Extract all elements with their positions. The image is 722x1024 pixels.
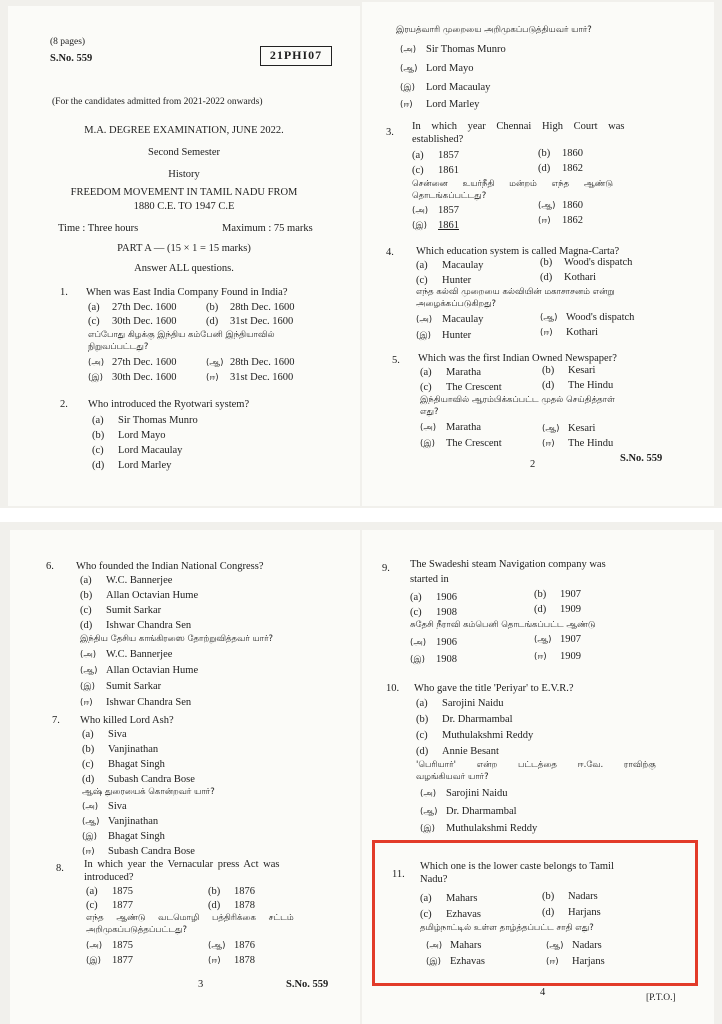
- q10-label-c: (c): [416, 730, 428, 741]
- q4-ta-label-a: (அ): [416, 315, 433, 325]
- q10-ta-option-a: Sarojini Naidu: [446, 788, 508, 799]
- q5-option-b: Kesari: [568, 365, 596, 376]
- q8-option-a: 1875: [112, 886, 133, 897]
- q9-text-line1: The Swadeshi steam Navigation company was: [410, 559, 606, 570]
- q1-ta-option-c: 30th Dec. 1600: [112, 372, 177, 383]
- q6-ta-label-c: (இ): [80, 682, 95, 692]
- q2-label-d: (d): [92, 460, 105, 471]
- q10-option-a: Sarojini Naidu: [442, 698, 504, 709]
- q8-ta-option-a: 1875: [112, 940, 133, 951]
- q4-number: 4.: [386, 247, 394, 258]
- q1-ta-option-d: 31st Dec. 1600: [230, 372, 294, 383]
- q4-option-a: Macaulay: [442, 260, 484, 271]
- q11-ta-label-a: (அ): [426, 941, 443, 951]
- q5-ta-option-a: Maratha: [446, 422, 481, 433]
- q6-option-c: Sumit Sarkar: [106, 605, 162, 616]
- q11-ta-option-d: Harjans: [572, 956, 605, 967]
- q9-tamil: சுதேசி நீராவி கம்பெனி தொடங்கப்பட்ட ஆண்டு: [410, 620, 596, 630]
- q1-option-c: 30th Dec. 1600: [112, 316, 177, 327]
- q8-label-a: (a): [86, 886, 98, 897]
- q9-ta-option-d: 1909: [560, 651, 581, 662]
- q1-label-a: (a): [88, 302, 100, 313]
- q2-option-b: Lord Mayo: [118, 430, 166, 441]
- q2-ta-label-b: (ஆ): [400, 64, 418, 74]
- q1-ta-label-b: (ஆ): [206, 358, 224, 368]
- q6-label-d: (d): [80, 620, 93, 631]
- q5-tamil-line1: இந்தியாவில் ஆரம்பிக்கப்பட்ட முதல் செய்தித்தாள்: [420, 395, 615, 405]
- q3-tamil-line1: சென்னை உயர்நீதி மன்றம் எந்த ஆண்டு: [412, 179, 613, 189]
- q6-tamil: இந்திய தேசிய காங்கிரஸை தோற்றுவித்தவர் யார்?: [80, 634, 274, 644]
- q6-option-a: W.C. Bannerjee: [106, 575, 173, 586]
- q11-ta-option-b: Nadars: [572, 940, 602, 951]
- q2-label-b: (b): [92, 430, 105, 441]
- q3-ta-option-d: 1862: [562, 215, 583, 226]
- q1-tamil-line1: எப்போது கிழக்கு இந்திய கம்பேனி இந்தியாவில்: [88, 330, 275, 340]
- q6-ta-option-d: Ishwar Chandra Sen: [106, 697, 192, 708]
- q1-label-b: (b): [206, 302, 219, 313]
- q4-option-d: Kothari: [564, 272, 597, 283]
- q3-ta-option-c: 1861: [438, 220, 459, 231]
- page-3: [10, 530, 360, 1024]
- q11-label-c: (c): [420, 909, 432, 920]
- q11-ta-label-b: (ஆ): [546, 941, 564, 951]
- paper-title-1: FREEDOM MOVEMENT IN TAMIL NADU FROM: [70, 187, 298, 198]
- q6-ta-option-c: Sumit Sarkar: [106, 681, 162, 692]
- q4-ta-option-a: Macaulay: [442, 314, 484, 325]
- q7-ta-option-c: Bhagat Singh: [108, 831, 165, 842]
- q1-tamil-line2: நிறுவப்பட்டது?: [88, 342, 149, 352]
- q11-label-a: (a): [420, 893, 432, 904]
- q11-ta-option-a: Mahars: [450, 940, 482, 951]
- q4-ta-label-b: (ஆ): [540, 313, 558, 323]
- q9-option-a: 1906: [436, 592, 457, 603]
- q5-label-a: (a): [420, 367, 432, 378]
- page-count: (8 pages): [50, 37, 86, 47]
- q7-number: 7.: [52, 715, 60, 726]
- q8-number: 8.: [56, 863, 64, 874]
- q3-ta-label-d: (ஈ): [538, 216, 551, 226]
- q3-option-b: 1860: [562, 148, 583, 159]
- q3-label-c: (c): [412, 165, 424, 176]
- q9-ta-option-a: 1906: [436, 637, 457, 648]
- q9-label-c: (c): [410, 607, 422, 618]
- q8-tamil-line1: எந்த ஆண்டு வடமொழி பத்திரிக்கை சட்டம்: [86, 913, 294, 923]
- highlight-box: [372, 840, 698, 986]
- q2-ta-label-d: (ஈ): [400, 100, 413, 110]
- q11-ta-label-d: (ஈ): [546, 957, 559, 967]
- q1-ta-label-c: (இ): [88, 373, 103, 383]
- q10-ta-option-c: Muthulakshmi Reddy: [446, 823, 538, 834]
- q5-option-a: Maratha: [446, 367, 481, 378]
- q8-ta-label-a: (அ): [86, 941, 103, 951]
- q6-ta-option-a: W.C. Bannerjee: [106, 649, 173, 660]
- q4-option-c: Hunter: [442, 275, 472, 286]
- q6-ta-label-a: (அ): [80, 650, 97, 660]
- q10-tamil-line2: வழங்கியவர் யார்?: [416, 772, 489, 782]
- serial-number: S.No. 559: [620, 453, 663, 464]
- q9-ta-label-b: (ஆ): [534, 635, 552, 645]
- q5-ta-option-c: The Crescent: [446, 438, 502, 449]
- q4-label-b: (b): [540, 257, 553, 268]
- q3-number: 3.: [386, 127, 394, 138]
- q1-option-a: 27th Dec. 1600: [112, 302, 177, 313]
- q8-text-line1: In which year the Vernacular press Act was: [84, 859, 280, 870]
- q11-text-line1: Which one is the lower caste belongs to Tamil: [420, 861, 614, 872]
- q2-option-d: Lord Marley: [118, 460, 172, 471]
- q5-ta-label-c: (இ): [420, 439, 435, 449]
- pto-label: [P.T.O.]: [646, 993, 676, 1003]
- q3-ta-option-b: 1860: [562, 200, 583, 211]
- q10-label-d: (d): [416, 746, 429, 757]
- q3-ta-label-a: (அ): [412, 206, 429, 216]
- q4-option-b: Wood's dispatch: [564, 257, 633, 268]
- q1-label-d: (d): [206, 316, 219, 327]
- q3-ta-label-b: (ஆ): [538, 201, 556, 211]
- page-divider: [0, 508, 722, 522]
- candidates-note: (For the candidates admitted from 2021-2022 onwards): [52, 97, 263, 107]
- page-number: 3: [198, 979, 204, 990]
- q11-option-b: Nadars: [568, 891, 598, 902]
- q9-ta-label-c: (இ): [410, 655, 425, 665]
- q2-ta-option-b: Lord Mayo: [426, 63, 474, 74]
- q3-text-line2: established?: [412, 134, 464, 145]
- q7-label-b: (b): [82, 744, 95, 755]
- serial-number: S.No. 559: [50, 53, 93, 64]
- q11-option-c: Ezhavas: [446, 909, 481, 920]
- q9-label-b: (b): [534, 589, 547, 600]
- q7-option-d: Subash Candra Bose: [108, 774, 195, 785]
- q6-ta-label-d: (ஈ): [80, 698, 93, 708]
- q2-ta-label-c: (இ): [400, 83, 415, 93]
- q2-ta-label-a: (அ): [400, 45, 417, 55]
- q3-text-line1: In which year Chennai High Court was: [412, 121, 625, 132]
- max-marks: Maximum : 75 marks: [222, 223, 313, 234]
- q10-tamil-line1: 'பெரியார்' என்ற பட்டத்தை ஈ.வே. ராவிற்கு: [416, 760, 656, 770]
- q10-ta-label-c: (இ): [420, 824, 435, 834]
- q7-ta-label-b: (ஆ): [82, 817, 100, 827]
- q11-text-line2: Nadu?: [420, 874, 448, 885]
- q6-ta-option-b: Allan Octavian Hume: [106, 665, 199, 676]
- q7-ta-label-d: (ஈ): [82, 847, 95, 857]
- q7-option-c: Bhagat Singh: [108, 759, 165, 770]
- q8-option-b: 1876: [234, 886, 255, 897]
- q10-option-d: Annie Besant: [442, 746, 499, 757]
- page-1: [8, 6, 360, 506]
- q6-option-d: Ishwar Chandra Sen: [106, 620, 192, 631]
- q4-ta-label-d: (ஈ): [540, 328, 553, 338]
- q6-number: 6.: [46, 561, 54, 572]
- q2-number: 2.: [60, 399, 68, 410]
- q4-tamil-line1: எந்த கல்வி முறையை கல்வியின் மகாசாசனம் என்று: [416, 287, 615, 297]
- q4-label-c: (c): [416, 275, 428, 286]
- q10-option-c: Muthulakshmi Reddy: [442, 730, 534, 741]
- q4-ta-label-c: (இ): [416, 331, 431, 341]
- q10-ta-option-b: Dr. Dharmambal: [446, 806, 517, 817]
- q8-text-line2: introduced?: [84, 872, 134, 883]
- q5-ta-label-b: (ஆ): [542, 424, 560, 434]
- q10-label-a: (a): [416, 698, 428, 709]
- q7-ta-label-a: (அ): [82, 802, 99, 812]
- q11-option-a: Mahars: [446, 893, 478, 904]
- q1-label-c: (c): [88, 316, 100, 327]
- q5-label-b: (b): [542, 365, 555, 376]
- semester: Second Semester: [147, 147, 221, 158]
- q11-ta-option-c: Ezhavas: [450, 956, 485, 967]
- q7-text: Who killed Lord Ash?: [80, 715, 174, 726]
- q11-label-d: (d): [542, 907, 555, 918]
- q5-ta-option-b: Kesari: [568, 423, 596, 434]
- q1-number: 1.: [60, 287, 68, 298]
- q5-option-c: The Crescent: [446, 382, 502, 393]
- q8-ta-option-b: 1876: [234, 940, 255, 951]
- serial-number: S.No. 559: [286, 979, 329, 990]
- q11-ta-label-c: (இ): [426, 957, 441, 967]
- q8-ta-label-d: (ஈ): [208, 956, 221, 966]
- instruction: Answer ALL questions.: [134, 263, 234, 274]
- q2-label-c: (c): [92, 445, 104, 456]
- q8-tamil-line2: அறிமுகப்படுத்தப்பட்டது?: [86, 925, 188, 935]
- q10-ta-label-b: (ஆ): [420, 807, 438, 817]
- q4-label-d: (d): [540, 272, 553, 283]
- q11-tamil: தமிழ்நாட்டில் உள்ள தாழ்த்தப்பட்ட சாதி எது?: [420, 923, 594, 933]
- q1-option-b: 28th Dec. 1600: [230, 302, 295, 313]
- q10-ta-label-a: (அ): [420, 789, 437, 799]
- page-number: 2: [530, 459, 536, 470]
- q10-label-b: (b): [416, 714, 429, 725]
- q4-ta-option-c: Hunter: [442, 330, 472, 341]
- q8-label-b: (b): [208, 886, 221, 897]
- q5-tamil-line2: எது?: [420, 407, 439, 417]
- q11-option-d: Harjans: [568, 907, 601, 918]
- q2-label-a: (a): [92, 415, 104, 426]
- q11-label-b: (b): [542, 891, 555, 902]
- q5-ta-label-d: (ஈ): [542, 439, 555, 449]
- q2-option-c: Lord Macaulay: [118, 445, 183, 456]
- q9-option-c: 1908: [436, 607, 457, 618]
- page-4: [362, 530, 714, 1024]
- subject: History: [168, 169, 200, 180]
- q10-option-b: Dr. Dharmambal: [442, 714, 513, 725]
- time: Time : Three hours: [58, 223, 139, 234]
- q4-ta-option-d: Kothari: [566, 327, 599, 338]
- q7-ta-option-a: Siva: [108, 801, 127, 812]
- q3-label-a: (a): [412, 150, 424, 161]
- paper-code: 21PHI07: [260, 46, 332, 66]
- q7-option-b: Vanjinathan: [108, 744, 159, 755]
- q6-label-b: (b): [80, 590, 93, 601]
- q3-option-d: 1862: [562, 163, 583, 174]
- page-2: [362, 2, 714, 506]
- q8-label-d: (d): [208, 900, 221, 911]
- exam-title: M.A. DEGREE EXAMINATION, JUNE 2022.: [84, 125, 284, 136]
- q3-label-d: (d): [538, 163, 551, 174]
- q6-label-a: (a): [80, 575, 92, 586]
- part-title: PART A — (15 × 1 = 15 marks): [117, 243, 251, 254]
- q6-ta-label-b: (ஆ): [80, 666, 98, 676]
- q1-ta-option-a: 27th Dec. 1600: [112, 357, 177, 368]
- q9-ta-label-a: (அ): [410, 638, 427, 648]
- q5-text: Which was the first Indian Owned Newspaper?: [418, 353, 617, 364]
- q3-tamil-line2: தொடங்கப்பட்டது?: [412, 191, 487, 201]
- q1-ta-label-d: (ஈ): [206, 373, 219, 383]
- q9-option-b: 1907: [560, 589, 581, 600]
- q2-ta-option-d: Lord Marley: [426, 99, 480, 110]
- q9-text-line2: started in: [410, 574, 449, 585]
- q8-ta-option-d: 1878: [234, 955, 255, 966]
- q5-label-d: (d): [542, 380, 555, 391]
- q7-label-d: (d): [82, 774, 95, 785]
- q9-ta-option-c: 1908: [436, 654, 457, 665]
- paper-title-2: 1880 C.E. TO 1947 C.E: [133, 201, 235, 212]
- q7-tamil: ஆஷ் துரையைக் கொன்றவர் யார்?: [82, 787, 215, 797]
- q2-ta-option-a: Sir Thomas Munro: [426, 44, 506, 55]
- q4-label-a: (a): [416, 260, 428, 271]
- q9-number: 9.: [382, 563, 390, 574]
- q7-label-a: (a): [82, 729, 94, 740]
- q9-option-d: 1909: [560, 604, 581, 615]
- q3-label-b: (b): [538, 148, 551, 159]
- q4-text: Which education system is called Magna-Carta?: [416, 246, 620, 257]
- q10-text: Who gave the title 'Periyar' to E.V.R.?: [414, 683, 574, 694]
- q5-ta-label-a: (அ): [420, 423, 437, 433]
- q10-number: 10.: [386, 683, 400, 694]
- q3-ta-label-c: (இ): [412, 221, 427, 231]
- q5-label-c: (c): [420, 382, 432, 393]
- q3-option-a: 1857: [438, 150, 459, 161]
- q8-label-c: (c): [86, 900, 98, 911]
- q2-text: Who introduced the Ryotwari system?: [88, 399, 250, 410]
- q9-ta-label-d: (ஈ): [534, 652, 547, 662]
- q8-ta-label-b: (ஆ): [208, 941, 226, 951]
- q5-ta-option-d: The Hindu: [568, 438, 614, 449]
- q9-label-d: (d): [534, 604, 547, 615]
- q9-ta-option-b: 1907: [560, 634, 581, 645]
- q3-option-c: 1861: [438, 165, 459, 176]
- q4-ta-option-b: Wood's dispatch: [566, 312, 635, 323]
- q7-ta-option-b: Vanjinathan: [108, 816, 159, 827]
- q4-tamil-line2: அழைக்கப்படுகிறது?: [416, 299, 497, 309]
- q5-option-d: The Hindu: [568, 380, 614, 391]
- q9-label-a: (a): [410, 592, 422, 603]
- q7-ta-option-d: Subash Candra Bose: [108, 846, 195, 857]
- q2-tamil: இரயத்வாரி முறையை அறிமுகப்படுத்தியவர் யார்?: [396, 25, 592, 35]
- page-number: 4: [540, 987, 546, 998]
- q1-ta-label-a: (அ): [88, 358, 105, 368]
- q6-label-c: (c): [80, 605, 92, 616]
- q5-number: 5.: [392, 355, 400, 366]
- q8-option-d: 1878: [234, 900, 255, 911]
- q11-number: 11.: [392, 869, 405, 880]
- q2-ta-option-c: Lord Macaulay: [426, 82, 491, 93]
- q7-label-c: (c): [82, 759, 94, 770]
- q1-option-d: 31st Dec. 1600: [230, 316, 294, 327]
- q7-ta-label-c: (இ): [82, 832, 97, 842]
- q8-ta-label-c: (இ): [86, 956, 101, 966]
- q1-ta-option-b: 28th Dec. 1600: [230, 357, 295, 368]
- q6-option-b: Allan Octavian Hume: [106, 590, 199, 601]
- q7-option-a: Siva: [108, 729, 127, 740]
- q3-ta-option-a: 1857: [438, 205, 459, 216]
- q8-ta-option-c: 1877: [112, 955, 133, 966]
- q6-text: Who founded the Indian National Congress?: [76, 561, 264, 572]
- q2-option-a: Sir Thomas Munro: [118, 415, 198, 426]
- q1-text: When was East India Company Found in India?: [86, 287, 288, 298]
- q8-option-c: 1877: [112, 900, 133, 911]
